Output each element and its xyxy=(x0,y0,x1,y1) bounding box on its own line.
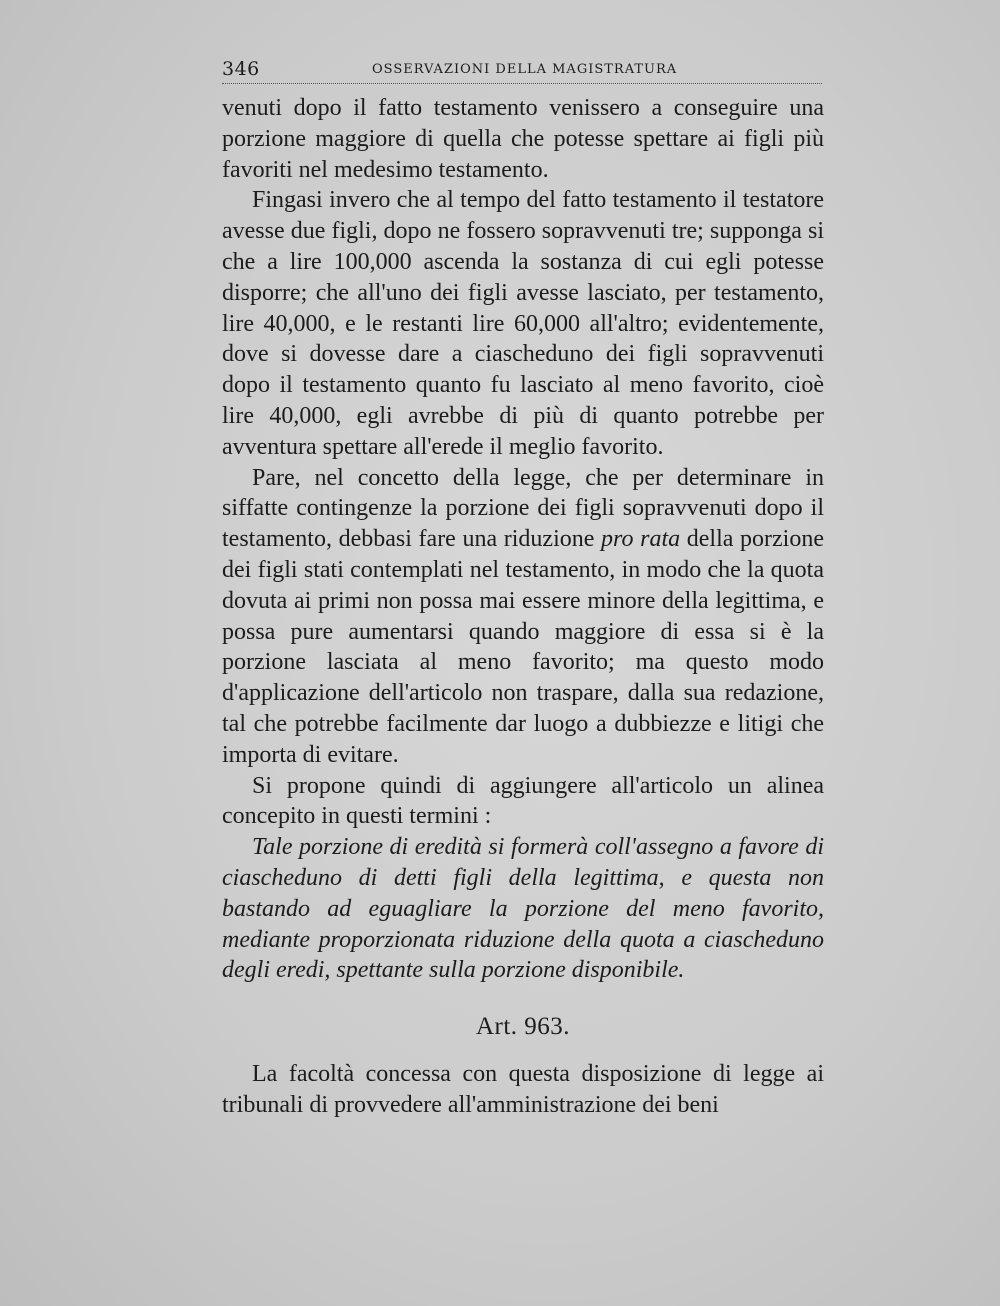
page-number: 346 xyxy=(222,58,260,80)
body-text xyxy=(222,93,824,1121)
paragraph-interpretation-text-a: Pare, nel concetto della legge, che per determinare in siffatte contingenze la porzione dei figli sopravvenuti dopo il testamento, debbasi fare una riduzione xyxy=(222,464,824,553)
article-heading: Art. 963. xyxy=(475,1013,571,1041)
paragraph-continuation: venuti dopo il fatto testamento venissero a conseguire una porzione maggiore di quella che potesse spettare ai figli più favoriti nel medesimo testamento. xyxy=(222,95,824,183)
paragraph-example: Fingasi invero che al tempo del fatto testamento il testatore avesse due figli, dopo ne fossero sopravvenuti tre; supponga si che a lire 100,000 ascenda la sostanza di cui egli potesse disporre; che all'uno dei figli avesse lasciato, per testamento, lire 40,000, e le restanti lire 60,000 all'altro; evidentemente, dove si dovesse dare a ciascheduno dei figli sopravvenuti dopo il testamento quanto fu lasciato al meno favorito, cioè lire 40,000, egli avrebbe di più di quanto potrebbe per avventura spettare all'erede il meglio favorito. xyxy=(222,187,824,460)
paragraph-proposal: Si propone quindi di aggiungere all'articolo un alinea concepito in questi termini : xyxy=(222,772,824,830)
proposed-amendment-quote: Tale porzione di eredità si formerà coll'assegno a favore di ciascheduno di detti figli della legittima, e questa non bastando ad eguagliare la porzione del meno favorito, mediante proporzionata riduzione della quota a ciascheduno degli eredi, spettante sulla porzione disponibile. xyxy=(222,834,824,984)
header-rule xyxy=(222,83,822,84)
paragraph-interpretation-text-b: della porzione dei figli stati contemplati nel testamento, in modo che la quota dovuta ai primi non possa mai essere minore della legittima, e possa pure aumentarsi quando maggiore di essa si è la porzione lasciata al meno favorito; ma questo modo d'applicazione dell'articolo non traspare, dalla sua redazione, tal che potrebbe facilmente dar luogo a dubbiezze e litigi che importa di evitare. xyxy=(222,526,824,768)
running-head-title: OSSERVAZIONI DELLA MAGISTRATURA xyxy=(372,62,678,77)
running-head xyxy=(222,58,822,82)
pro-rata-italic: pro rata xyxy=(601,526,681,553)
paragraph-interpretation xyxy=(222,463,824,771)
paragraph-article-963: La facoltà concessa con questa disposizione di legge ai tribunali di provvedere all'amministrazione dei beni xyxy=(222,1060,824,1118)
